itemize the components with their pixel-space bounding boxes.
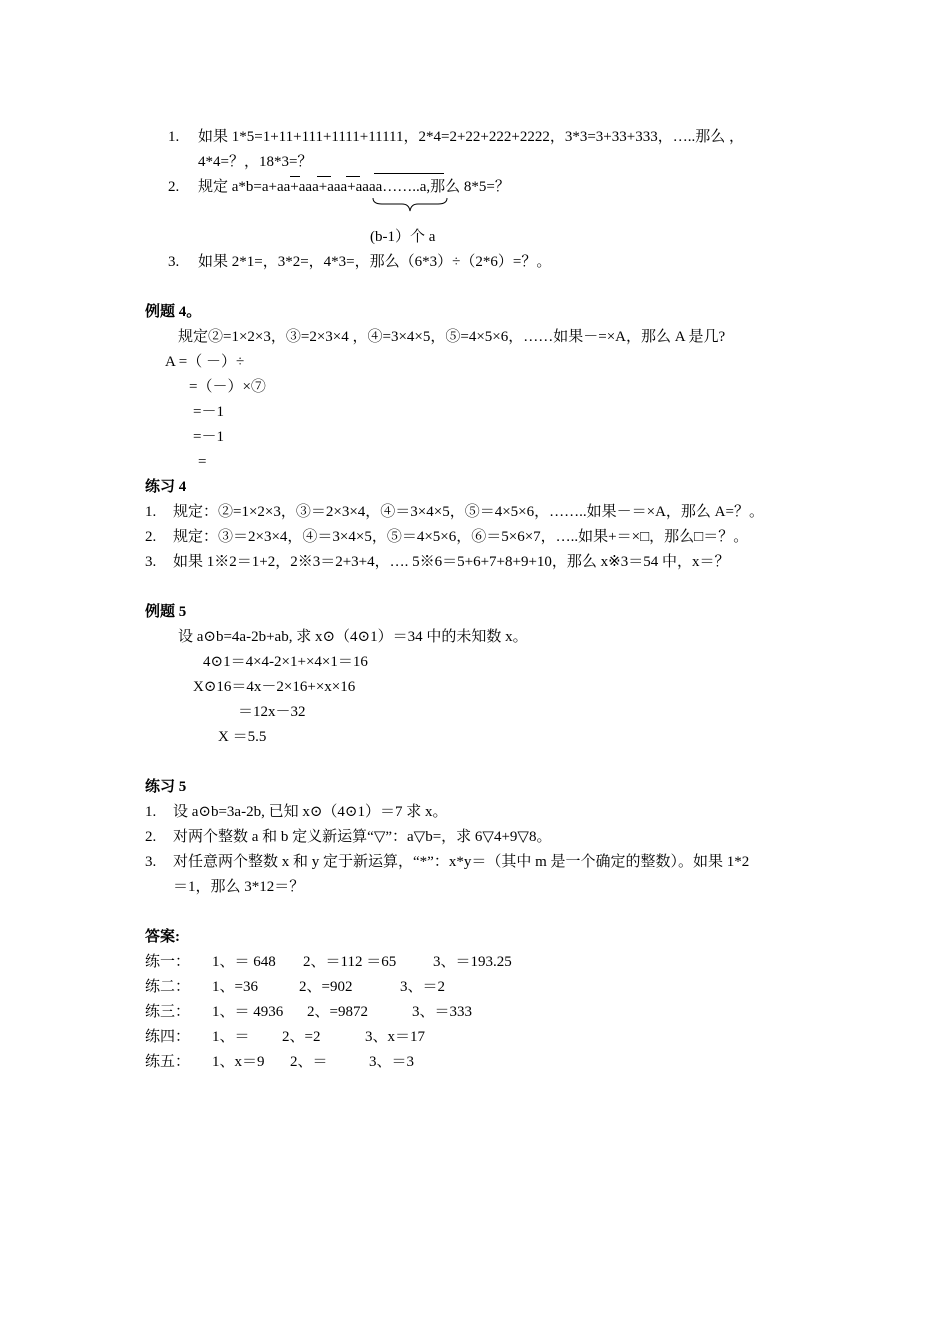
item-number: 2. [168, 179, 180, 195]
answer-label: 练三： [145, 1004, 191, 1020]
solution-step: =（－）×⑦ [189, 379, 266, 395]
solution-step: ＝12x－32 [238, 704, 306, 720]
practice-item [145, 827, 551, 847]
item-number: 1. [145, 504, 157, 520]
item-number: 3. [168, 254, 180, 270]
answer-value: 2、＝112 ＝65 [303, 954, 397, 970]
solution-step: = [198, 454, 207, 470]
practice-item [145, 852, 749, 872]
example-5-heading: 例题 5 [145, 604, 187, 620]
answer-label: 练二： [145, 979, 191, 995]
brace-mark [372, 197, 448, 213]
example-4-heading: 例题 4。 [145, 304, 202, 320]
solution-step: X⊙16＝4x－2×16+×x×16 [193, 679, 356, 695]
answer-value: 2、＝ [290, 1054, 328, 1070]
answer-value: 3、＝2 [400, 979, 446, 995]
answer-value: 1、＝ [212, 1029, 250, 1045]
answer-value: 2、=2 [282, 1029, 321, 1045]
practice-4-heading: 练习 4 [145, 479, 187, 495]
practice-item-continuation: ＝1，那么 3*12＝？ [173, 879, 305, 895]
practice-item [145, 502, 764, 522]
solution-step: =－1 [193, 429, 224, 445]
solution-step: X ＝5.5 [218, 729, 267, 745]
answer-value: 3、＝3 [369, 1054, 415, 1070]
item-number: 1. [145, 804, 157, 820]
item-text: 规定：②=1×2×3，③＝2×3×4，④＝3×4×5，⑤＝4×5×6，……..如果－＝×A，那么 A=？。 [173, 504, 764, 520]
item-1-continuation: 4*4=？，18*3=？ [198, 154, 313, 170]
item-3 [168, 252, 551, 272]
item-1 [168, 127, 744, 147]
item-text: 对任意两个整数 x 和 y 定于新运算，“*”：x*y＝（其中 m 是一个确定的整数）。如果 1*2 [173, 854, 750, 870]
item-number: 1. [168, 129, 180, 145]
item-text: 规定 a*b=a+aa+aaa+aaa+aaaa……..a,那么 8*5=？ [198, 179, 510, 195]
answer-value: 2、=9872 [307, 1004, 368, 1020]
answer-label: 练四： [145, 1029, 191, 1045]
practice-item [145, 552, 730, 572]
answer-label: 练一： [145, 954, 191, 970]
example-5-intro: 设 a⊙b=4a-2b+ab, 求 x⊙（4⊙1）＝34 中的未知数 x。 [178, 629, 528, 645]
practice-5-heading: 练习 5 [145, 779, 187, 795]
solution-step: 4⊙1＝4×4-2×1+×4×1＝16 [203, 654, 368, 670]
answer-value: 3、＝333 [412, 1004, 473, 1020]
item-text: 如果 1*5=1+11+111+1111+11111，2*4=2+22+222+2222，3*3=3+33+333，…..那么 ， [198, 129, 744, 145]
answer-value: 1、＝ 4936 [212, 1004, 284, 1020]
solution-step: =－1 [193, 404, 224, 420]
answer-value: 1、x＝9 [212, 1054, 265, 1070]
brace-label: (b-1）个 a [370, 229, 436, 245]
item-number: 3. [145, 554, 157, 570]
item-number: 3. [145, 854, 157, 870]
item-text: 如果 1※2＝1+2，2※3＝2+3+4，…. 5※6＝5+6+7+8+9+10，那么 x※3＝54 中，x＝？ [173, 554, 730, 570]
item-2 [168, 177, 510, 197]
practice-item [145, 802, 447, 822]
solution-step: A =（ －）÷ [165, 354, 245, 370]
item-number: 2. [145, 829, 157, 845]
item-text: 规定：③＝2×3×4，④＝3×4×5，⑤＝4×5×6，⑥＝5×6×7，…..如果+＝×□，那么□＝？。 [173, 529, 749, 545]
item-number: 2. [145, 529, 157, 545]
answer-value: 1、=36 [212, 979, 258, 995]
overline-mark [374, 173, 444, 174]
practice-item [145, 527, 748, 547]
item-text: 对两个整数 a 和 b 定义新运算“▽”：a▽b=，求 6▽4+9▽8。 [173, 829, 552, 845]
answers-heading: 答案: [145, 929, 180, 945]
answer-value: 2、=902 [299, 979, 353, 995]
answer-label: 练五： [145, 1054, 191, 1070]
item-text: 如果 2*1=，3*2=，4*3=，那么（6*3）÷（2*6）=？。 [198, 254, 552, 270]
answer-value: 1、＝ 648 [212, 954, 276, 970]
answer-value: 3、x＝17 [365, 1029, 426, 1045]
answer-value: 3、＝193.25 [433, 954, 512, 970]
example-4-intro: 规定②=1×2×3，③=2×3×4 ，④=3×4×5，⑤=4×5×6，……如果－=×A，那么 A 是几? [178, 329, 726, 345]
item-text: 设 a⊙b=3a-2b, 已知 x⊙（4⊙1）＝7 求 x。 [173, 804, 448, 820]
